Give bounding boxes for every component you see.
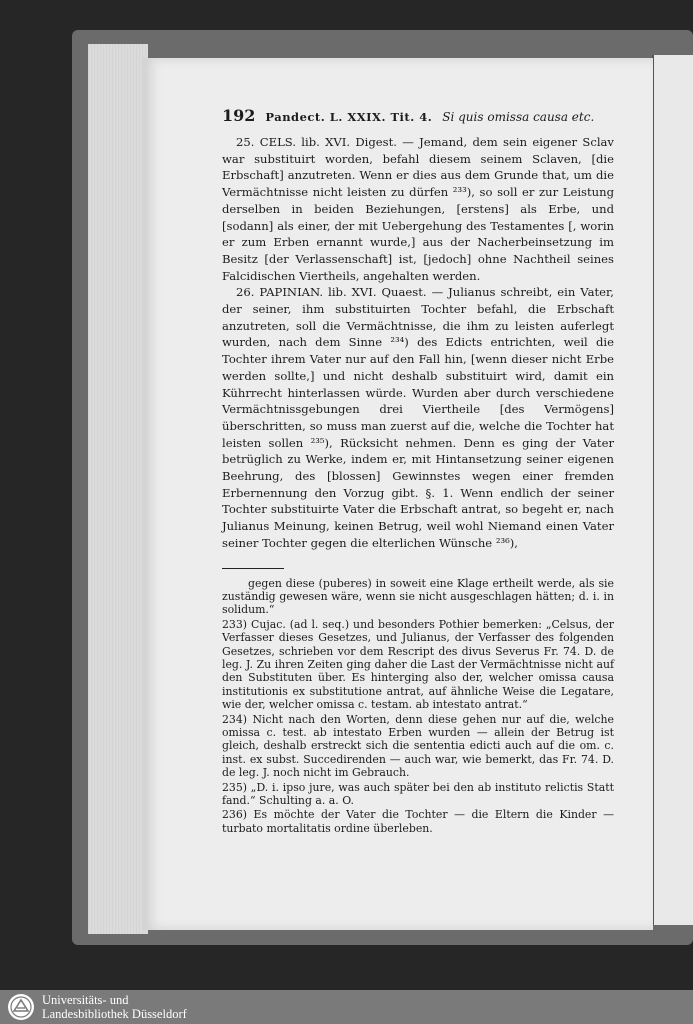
paragraph-papinian: 26. PAPINIAN. lib. XVI. Quaest. — Julianus schreibt, ein Vater, der seiner, ihm substituirten Tochter befahl, die Erbschaft anzutreten, soll die Vermächtnisse, die ihm zu leisten auferlegt wurden, nach dem Sinne ²³⁴) des Edicts entrichten, weil die Tochter ihrem Vater nur auf den Fall hin, [wenn dieser nicht Erbe werden sollte,] und nicht deshalb substituirt wird, damit ein Kührrecht hinterlassen würde. Wurden aber durch verschiedene Vermächtnissgebungen drei Viertheile [des Vermögens] überschritten, so muss man zuerst auf die, welche die Tochter hat leisten sollen ²³⁵), Rücksicht nehmen. Denn es ging der Vater betrüglich zu Werke, indem er, mit Hintansetzung seiner eigenen Beehrung, des [blossen] Gewinnstes wegen einer fremden Erbernennung den Vorzug gibt. §. 1. Wenn endlich der seiner Tochter substituirte Vater die Erbschaft antrat, so begeht er, nach Julianus Meinung, keinen Betrug, weil wohl Niemand einen Vater seiner Tochter gegen die elterlichen Wünsche ²³⁶), xyxy=(222,285,614,550)
footnote-236: 236) Es möchte der Vater die Tochter — die Eltern die Kinder — turbato mortalitatis ordine überleben. xyxy=(222,808,614,835)
footnote-rule xyxy=(222,568,284,569)
library-name-line2: Landesbibliothek Düsseldorf xyxy=(42,1007,187,1021)
footnote-234: 234) Nicht nach den Worten, denn diese gehen nur auf die, welche omissa c. test. ab intestato Erben wurden — allein der Betrug ist gleich, deshalb erstreckt sich die sententia edicti auch auf die om. c. inst. ex subst. Succedirenden — auch war, wie bemerkt, das Fr. 74. D. de leg. J. noch nicht im Gebrauch. xyxy=(222,712,614,780)
library-name xyxy=(42,993,187,1021)
library-logo-icon xyxy=(8,994,34,1020)
page-header xyxy=(222,106,614,125)
page-text xyxy=(222,106,614,836)
running-head-italic: Si quis omissa causa etc. xyxy=(442,110,595,124)
paragraph-cels: 25. CELS. lib. XVI. Digest. — Jemand, dem sein eigener Sclav war substituirt worden, befahl diesem seinem Sclaven, [die Erbschaft] anzutreten. Wenn er dies aus dem Grunde that, um die Vermächtnisse nicht leisten zu dürfen ²³³), so soll er zur Leistung derselben in beiden Beziehungen, [erstens] als Erbe, und [sodann] als einer, der mit Uebergehung des Testamentes [, worin er zum Erben ernannt wurde,] aus der Nacherbeinsetzung im Besitz [der Verlassenschaft] ist, [jedoch] ohne Nachtheil seines Falcidischen Viertheils, angehalten werden. xyxy=(222,135,614,283)
facing-page-edge xyxy=(652,55,693,925)
page-edges xyxy=(88,44,148,934)
library-footer xyxy=(0,990,693,1024)
footnote-235: 235) „D. i. ipso jure, was auch später bei den ab instituto relictis Statt fand.“ Schulting a. a. O. xyxy=(222,780,614,808)
footnote-233: 233) Cujac. (ad l. seq.) und besonders Pothier bemerken: „Celsus, der Verfasser dieses Gesetzes, und Julianus, der Verfasser des folgenden Gesetzes, schrieben vor dem Rescript des divus Severus Fr. 74. D. de leg. J. Zu ihren Zeiten ging daher die Last der Vermächtnisse nicht auf den Substituten über. Es hinterging also der, welcher omissa causa institutionis ex substitutione antrat, auf ähnliche Weise die Legatare, wie der, welcher omissa c. testam. ab intestato antrat.“ xyxy=(222,617,614,712)
running-head: Pandect. L. XXIX. Tit. 4. xyxy=(265,110,433,124)
page-number: 192 xyxy=(222,106,256,125)
footnote-continuation: gegen diese (puberes) in soweit eine Klage ertheilt werde, als sie zuständig gewesen wäre, wenn sie nicht ausgeschlagen hätten; d. i. in solidum.“ xyxy=(222,576,614,617)
library-name-line1: Universitäts- und xyxy=(42,993,129,1007)
